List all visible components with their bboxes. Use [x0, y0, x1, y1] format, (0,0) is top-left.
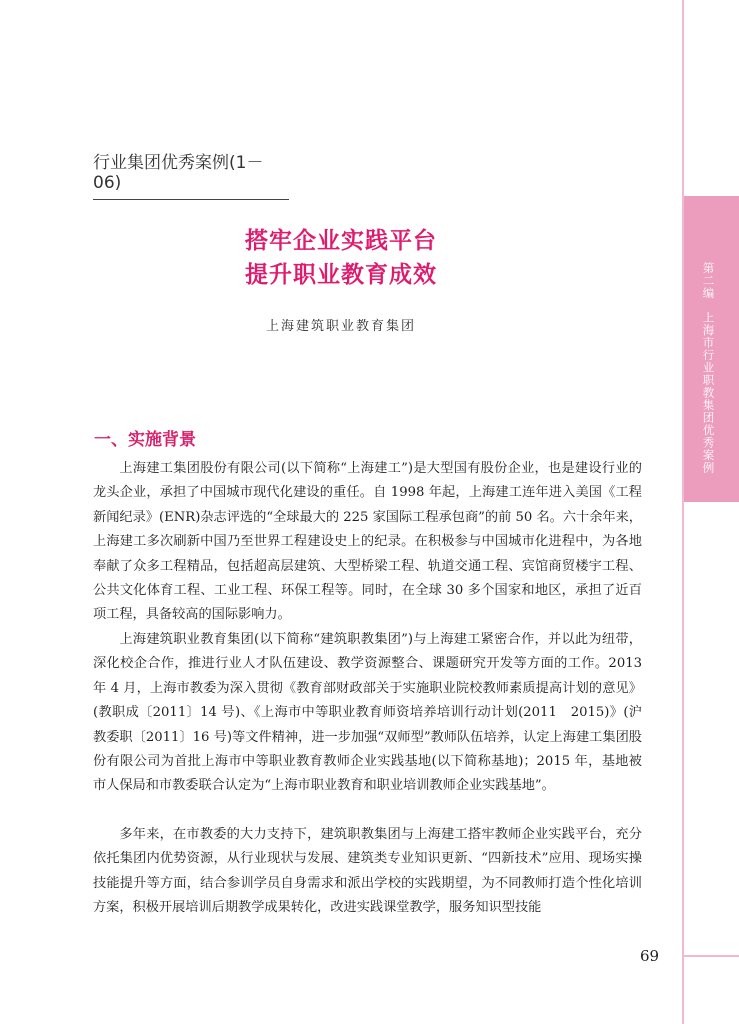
page-edge-rule: [682, 0, 684, 1024]
page-number: 69: [640, 947, 660, 965]
article-author: 上海建筑职业教育集团: [265, 319, 416, 334]
body-paragraph-2: 上海建筑职业教育集团(以下简称“建筑职教集团”)与上海建工紧密合作，并以此为纽带，深化校企合作，推进行业人才队伍建设、教学资源整合、课题研究开发等方面的工作。2013 年 4 月，上海市教委为深入贯彻《教育部财政部关于实施职业院校教师素质提高计划的意见》(教职成〔2011〕14 号)、《上海市中等职业教育师资培养培训行动计划(2011 2015)》(沪教委职〔2011〕16 号)等文件精神，进一步加强“双师型”教师队伍培养，认定上海建工集团股份有限公司为首批上海市中等职业教育教师企业实践基地(以下简称基地)；2015 年，基地被市人保局和市教委联合认定为“上海市职业教育和职业培训教师企业实践基地”。: [93, 632, 642, 794]
series-heading: 行业集团优秀案例(1－06): [93, 148, 289, 200]
body-paragraph-1: 上海建工集团股份有限公司(以下简称“上海建工”)是大型国有股份企业，也是建设行业的龙头企业，承担了中国城市现代化建设的重任。自 1998 年起，上海建工连年进入美国《工程新闻纪录》(ENR)杂志评选的“全球最大的 225 家国际工程承包商”的前 50 名。六十余年来，上海建工多次刷新中国乃至世界工程建设史上的纪录。在积极参与中国城市化进程中，为各地奉献了众多工程精品，包括超高层建筑、大型桥梁工程、轨道交通工程、宾馆商贸楼宇工程、公共文化体育工程、工业工程、环保工程等。同时，在全球 30 多个国家和地区，承担了近百项工程，具备较高的国际影响力。: [93, 461, 642, 623]
side-tab-title: 上海市行业职教集团优秀案例: [701, 311, 716, 474]
side-tab-text: [702, 262, 714, 474]
side-tab-part: 第二编: [701, 262, 716, 300]
page-number-rule: [684, 955, 739, 957]
article-title-line-2: 提升职业教育成效: [245, 261, 437, 288]
body-paragraph-3: 多年来，在市教委的大力支持下，建筑职教集团与上海建工搭牢教师企业实践平台，充分依托集团内优势资源，从行业现状与发展、建筑类专业知识更新、“四新技术”应用、现场实操技能提升等方面，结合参训学员自身需求和派出学校的实践期望，为不同教师打造个性化培训方案，积极开展培训后期教学成果转化，改进实践课堂教学，服务知识型技能: [93, 827, 642, 916]
section-heading: 一、实施背景: [94, 430, 196, 450]
article-title-line-1: 搭牢企业实践平台: [245, 227, 437, 254]
